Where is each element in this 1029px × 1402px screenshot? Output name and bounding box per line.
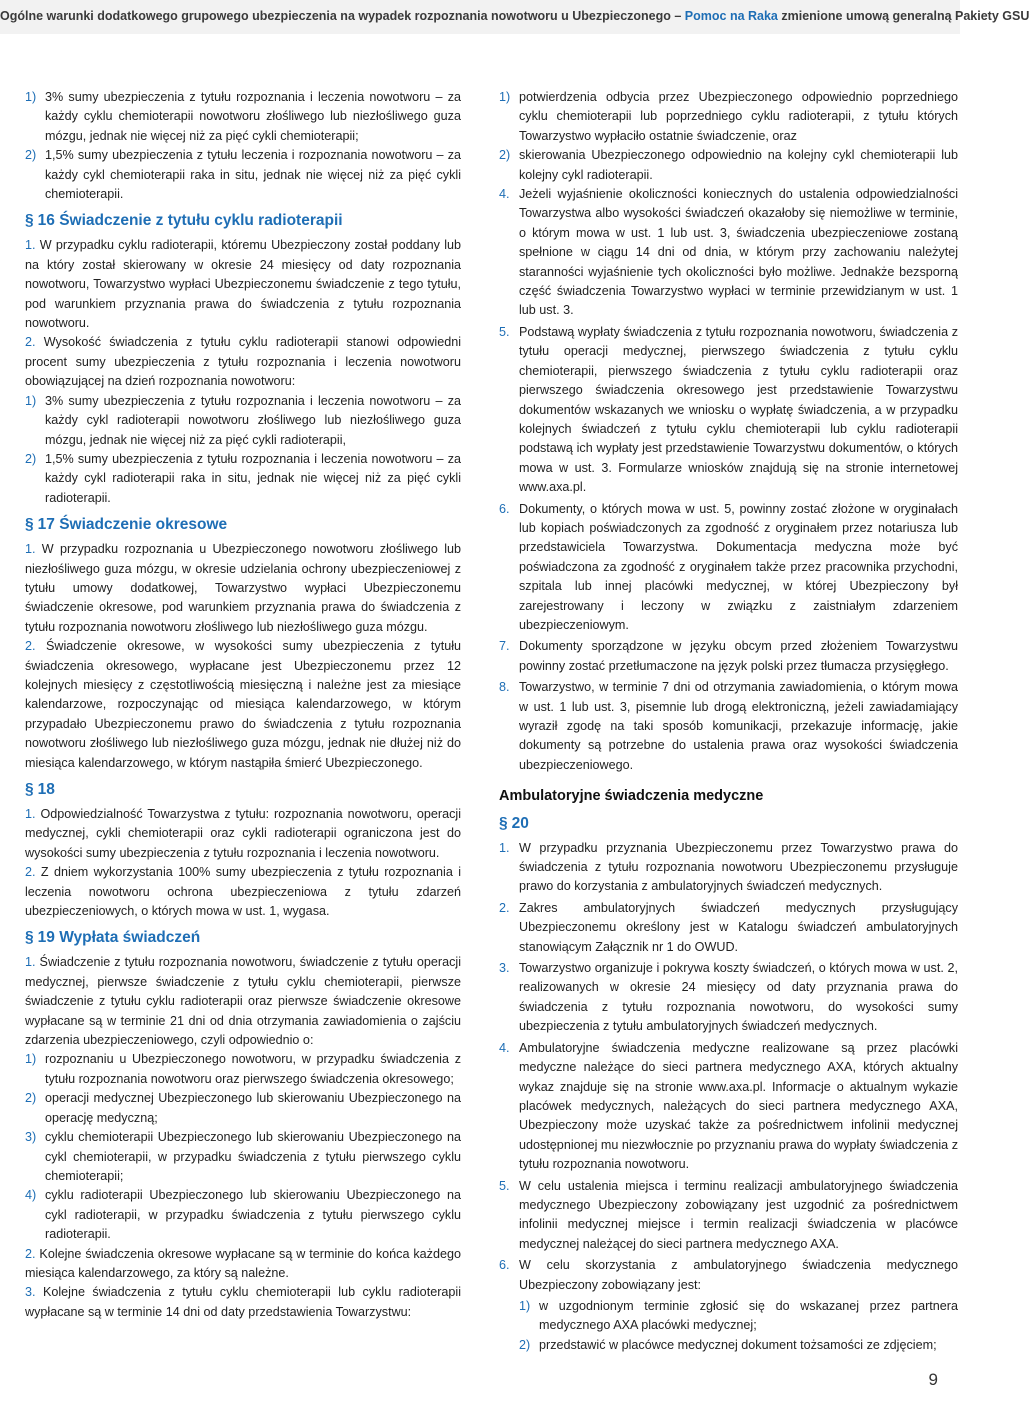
header-title	[0, 9, 1029, 23]
section-19-heading	[25, 927, 461, 949]
section-number: 17	[37, 516, 55, 534]
paragraph-number: 3.	[25, 1285, 36, 1300]
right-column	[499, 88, 958, 1355]
section-title: Wypłata świadczeń	[59, 929, 201, 947]
item-number: 1)	[519, 1298, 531, 1313]
paragraph	[499, 839, 958, 897]
paragraph-text: Towarzystwo, w terminie 7 dni od otrzymania zawiadomienia, o którym mowa w ust. 1 lub ust. 3, pisemnie lub drogą elektroniczną, jeżeli zawiadamiający wyraził zgodę na taki sposób komunikacji, przekazuje informację, jakie dokumenty są potrzebne do ustalenia prawa oraz wysokości świadczenia ubezpieczeniowego.	[519, 680, 958, 772]
page-number: 9	[928, 1370, 938, 1389]
list-item	[499, 88, 958, 146]
paragraph	[25, 333, 461, 391]
paragraph-number: 6.	[499, 501, 510, 516]
paragraph-number: 1.	[499, 840, 510, 855]
list-item	[25, 450, 461, 508]
paragraph-number: 3.	[499, 961, 510, 976]
item-number: 2)	[25, 148, 37, 163]
paragraph-text: Odpowiedzialność Towarzystwa z tytułu: rozpoznania nowotworu, operacji medycznej, cykli chemioterapii oraz cykli radioterapii ograniczona jest do wysokości sumy ubezpieczenia z tytułu rozpoznania i leczenia nowotworu.	[25, 807, 461, 860]
paragraph-number: 1.	[25, 542, 36, 557]
item-number: 2)	[25, 1091, 37, 1106]
paragraph	[499, 899, 958, 957]
paragraph-number: 7.	[499, 639, 510, 654]
paragraph	[25, 1245, 461, 1284]
item-number: 1)	[499, 90, 511, 104]
list-item	[25, 392, 461, 450]
paragraph-text: Kolejne świadczenia z tytułu cyklu chemioterapii lub cyklu radioterapii wypłacane są w terminie 14 dni od daty przedstawienia Towarzystwu:	[25, 1285, 461, 1319]
paragraph-number: 1.	[25, 238, 36, 253]
section-sign: §	[499, 814, 508, 832]
paragraph	[25, 637, 461, 773]
section-sign: §	[25, 516, 34, 534]
item-text: 3% sumy ubezpieczenia z tytułu rozpoznania i leczenia nowotworu – za każdy cykl radioterapii nowotworu złośliwego lub niezłośliwego guza mózgu, jednak nie więcej niż za pięć cykli radioterapii,	[45, 393, 461, 447]
item-number: 1)	[25, 90, 37, 104]
item-number: 4)	[25, 1188, 37, 1203]
page-header	[0, 0, 1029, 34]
header-title-post: zmienione umową generalną Pakiety GSU	[777, 9, 1029, 23]
list-item	[25, 146, 461, 204]
paragraph	[25, 953, 461, 1050]
paragraph-text: Świadczenie okresowe, w wysokości sumy ubezpieczenia z tytułu świadczenia okresowego, wypłacane jest Ubezpieczonemu przez 12 kolejnych miesięcy z częstotliwością miesięczną i należne jest za miesiące kalendarzowe, rozpoczynając od miesiąca kalendarzowego, w którym przypadało Ubezpieczonemu prawo do świadczenia z tytułu rozpoznania nowotworu złośliwego lub niezłośliwego guza mózgu, jednak nie dłużej niż do miesiąca kalendarzowego, w którym nastąpiła śmierć Ubezpieczonego.	[25, 639, 461, 770]
paragraph-text: Świadczenie z tytułu rozpoznania nowotworu, świadczenie z tytułu operacji medycznej, pierwsze świadczenie z tytułu cyklu chemioterapii, pierwsze świadczenie z tytułu cyklu radioterapii oraz pierwsze świadczenie okresowe wypłacane są w terminie 21 dni od dnia otrzymania zawiadomienia o zajściu zdarzenia ubezpieczeniowego, czyli odpowiednio o:	[25, 955, 461, 1048]
paragraph	[499, 637, 958, 676]
paragraph-text: Z dniem wykorzystania 100% sumy ubezpieczenia z tytułu rozpoznania i leczenia nowotworu ochrona ubezpieczeniowa z tytułu zdarzeń ubezpieczeniowych, o których mowa w ust. 1, wygasa.	[25, 865, 462, 919]
section-16-heading	[25, 210, 461, 232]
section-sign: §	[25, 781, 34, 798]
paragraph	[25, 540, 461, 637]
paragraph-text: Podstawą wypłaty świadczenia z tytułu rozpoznania nowotworu, świadczenia z tytułu operacji medycznej, pierwszego świadczenia z tytułu cyklu chemioterapii, pierwszego świadczenia z tytułu cyklu radioterapii oraz pierwszego świadczenia okresowego jest przedstawienie Towarzystwu dokumentów wskazanych we wniosku o wypłatę świadczenia, a w przypadku kolejnych świadczeń z tytułu cyklu chemioterapii lub cyklu radioterapii podstawą ich wypłaty jest przedstawienie Towarzystwu dokumentów, o których mowa w ust. 3. Formularze wniosków znajdują się na stronie internetowej www.axa.pl.	[519, 324, 958, 495]
paragraph-text: Ambulatoryjne świadczenia medyczne realizowane są przez placówki medyczne należące do sieci partnera medycznego AXA, których aktualny wykaz znajduje się na stronie www.axa.pl. Informacje o aktualnym wykazie placówek medycznych, należących do sieci partnera medycznego AXA, Ubezpieczony może uzyskać także za pośrednictwem infolinii medycznej udostępnionej mu niezwłocznie po przyznaniu prawa do wypłaty świadczenia z tytułu rozpoznania nowotworu.	[519, 1040, 958, 1172]
list-item	[25, 1089, 461, 1128]
section-17-heading	[25, 514, 461, 536]
section-title: Świadczenie z tytułu cyklu radioterapii	[59, 212, 343, 230]
paragraph-text: Wysokość świadczenia z tytułu cyklu radioterapii stanowi odpowiedni procent sumy ubezpieczenia z tytułu rozpoznania i leczenia nowotworu obowiązującej na dzień rozpoznania nowotworu:	[25, 335, 461, 389]
paragraph-text: W przypadku cyklu radioterapii, któremu Ubezpieczony został poddany lub na który został skierowany w okresie 24 miesięcy od daty rozpoznania nowotworu, Towarzystwo wypłaci Ubezpieczonemu świadczenie z tego tytułu, pod warunkiem przyznania prawa do świadczenia z tytułu rozpoznania nowotworu.	[25, 238, 461, 331]
section-sign: §	[25, 212, 34, 230]
paragraph-number: 2.	[25, 1246, 36, 1261]
header-title-highlight: Pomoc na Raka	[684, 9, 778, 23]
paragraph	[499, 959, 958, 1037]
section-number: 16	[37, 212, 55, 230]
item-text: cyklu chemioterapii Ubezpieczonego lub skierowaniu Ubezpieczonego na cykl chemioterapii, w przypadku świadczenia z tytułu pierwszego cyklu chemioterapii;	[45, 1130, 461, 1183]
paragraph-number: 8.	[499, 680, 510, 695]
paragraph	[499, 323, 958, 498]
item-text: w uzgodnionym terminie zgłosić się do wskazanej przez partnera medycznego AXA placówki medycznej;	[539, 1298, 958, 1333]
paragraph-text: Dokumenty, o których mowa w ust. 5, powinny zostać złożone w oryginałach lub kopiach poświadczonych za zgodność z oryginałem przez notariusza lub przedstawiciela Towarzystwa. Dokumentacja medyczna może być poświadczona za zgodność z oryginałem także przez pracownika przychodni, szpitala lub innej placówki medycznej, w której Ubezpieczony był zarejestrowany i leczony w związku z zaistniałym zdarzeniem ubezpieczeniowym.	[519, 501, 958, 632]
section-title: Świadczenie okresowe	[59, 516, 228, 534]
item-text: operacji medycznej Ubezpieczonego lub skierowaniu Ubezpieczonego na operację medyczną;	[45, 1091, 461, 1125]
paragraph-text: Jeżeli wyjaśnienie okoliczności koniecznych do ustalenia odpowiedzialności Towarzystwa albo wysokości świadczeń okazałoby się niemożliwe w terminie, o którym mowa w ust. 1 lub ust. 3, świadczenia ubezpieczeniowe zostaną spełnione w ciągu 14 dni od dnia, w którym przy zachowaniu należytej staranności wyjaśnienie tych okoliczności było możliwe. Jednakże bezsporną część świadczenia Towarzystwo wypłaci w terminie przewidzianym w ust. 1 lub ust. 3.	[519, 187, 958, 318]
paragraph-number: 5.	[499, 324, 510, 339]
section-number: 20	[511, 814, 529, 832]
paragraph-number: 5.	[499, 1178, 510, 1193]
item-number: 3)	[25, 1130, 37, 1145]
paragraph-text: W celu skorzystania z ambulatoryjnego świadczenia medycznego Ubezpieczony zobowiązany jest:	[519, 1258, 958, 1292]
paragraph	[25, 863, 461, 921]
item-number: 1)	[25, 1052, 37, 1067]
paragraph-text: W celu ustalenia miejsca i terminu realizacji ambulatoryjnego świadczenia medycznego Ubezpieczony zobowiązany jest uzgodnić za pośrednictwem infolinii medycznej miejsce i termin realizacji świadczenia w placówce medycznej należącej do sieci partnera medycznego AXA.	[519, 1178, 958, 1251]
paragraph-number: 1.	[25, 955, 36, 970]
item-text: 3% sumy ubezpieczenia z tytułu rozpoznania i leczenia nowotworu – za każdy cyklu chemioterapii nowotworu złośliwego lub niezłośliwego guza mózgu, jednak nie więcej niż za pięć cykli chemioterapii;	[45, 90, 461, 143]
paragraph-text: Kolejne świadczenia okresowe wypłacane są w terminie do końca każdego miesiąca kalendarzowego, za który są należne.	[25, 1246, 461, 1280]
item-number: 2)	[499, 148, 511, 163]
item-number: 2)	[519, 1337, 531, 1352]
paragraph-number: 2.	[25, 865, 36, 880]
paragraph-text: W przypadku rozpoznania u Ubezpieczonego nowotworu złośliwego lub niezłośliwego guza mózgu, w okresie udzielania ochrony ubezpieczeniowej z tytułu umowy dodatkowej, Towarzystwo wypłaci Ubezpieczonemu świadczenie okresowe, pod warunkiem przyznania prawa do świadczenia z tytułu rozpoznania nowotworu złośliwego lub niezłośliwego guza mózgu.	[25, 542, 461, 634]
paragraph	[499, 678, 958, 775]
paragraph-text: Zakres ambulatoryjnych świadczeń medycznych przysługujący Ubezpieczonemu określony jest w Katalogu świadczeń ambulatoryjnych stanowiącym Załącznik nr 1 do OWUD.	[519, 900, 958, 954]
paragraph-text: Towarzystwo organizuje i pokrywa koszty świadczeń, o których mowa w ust. 2, realizowanych w okresie 24 miesięcy od daty przyznania prawa do świadczenia z tytułu rozpoznania nowotworu, do wysokości sumy ubezpieczenia z tytułu ambulatoryjnych świadczeń medycznych.	[519, 961, 958, 1034]
list-item	[519, 1336, 958, 1355]
section-18-heading	[25, 779, 461, 801]
paragraph-text: Dokumenty sporządzone w języku obcym przed złożeniem Towarzystwu powinny zostać przetłumaczone na język polski przez tłumacza przysięgłego.	[519, 639, 958, 673]
paragraph-number: 2.	[25, 335, 36, 350]
section-number: 19	[37, 929, 55, 947]
paragraph	[25, 1283, 461, 1322]
paragraph-number: 2.	[25, 639, 36, 654]
header-title-pre: Ogólne warunki dodatkowego grupowego ubezpieczenia na wypadek rozpoznania nowotworu u Ubezpieczonego –	[0, 9, 685, 23]
list-item	[25, 1050, 461, 1089]
item-text: 1,5% sumy ubezpieczenia z tytułu rozpoznania i leczenia nowotworu – za każdy cykl radioterapii raka in situ, jednak nie więcej niż za pięć cykli radioterapii.	[45, 451, 461, 505]
section-20-heading	[499, 813, 958, 835]
section-number: 18	[37, 781, 55, 798]
list-item	[25, 88, 461, 146]
paragraph	[499, 1256, 958, 1295]
paragraph	[25, 236, 461, 333]
paragraph	[499, 1177, 958, 1255]
list-item	[25, 1186, 461, 1244]
section-sign: §	[25, 929, 34, 947]
left-column	[25, 88, 461, 1322]
list-item	[519, 1297, 958, 1336]
paragraph-number: 2.	[499, 900, 510, 915]
paragraph	[499, 185, 958, 321]
paragraph-text: W przypadku przyznania Ubezpieczonemu przez Towarzystwo prawa do świadczenia z tytułu rozpoznania nowotworu Ubezpieczonemu przysługuje prawo do korzystania z ambulatoryjnych świadczeń medycznych.	[519, 840, 958, 894]
paragraph-number: 4.	[499, 187, 510, 202]
item-text: potwierdzenia odbycia przez Ubezpieczonego odpowiednio poprzedniego cyklu chemioterapii lub poprzedniego cyklu radioterapii, z tytułu których Towarzystwo wypłaciło ostatnie świadczenie, oraz	[519, 90, 958, 143]
list-item	[499, 146, 958, 185]
item-number: 1)	[25, 393, 37, 408]
list-item	[25, 1128, 461, 1186]
paragraph-number: 4.	[499, 1040, 510, 1055]
paragraph	[499, 500, 958, 636]
paragraph	[499, 1039, 958, 1175]
item-text: skierowania Ubezpieczonego odpowiednio na kolejny cykl chemioterapii lub kolejny cykl radioterapii.	[519, 148, 958, 182]
ambulatory-heading: Ambulatoryjne świadczenia medyczne	[499, 788, 764, 805]
item-text: 1,5% sumy ubezpieczenia z tytułu leczenia i rozpoznania nowotworu – za każdy cykl chemioterapii raka in situ, jednak nie więcej niż za pięć cykli chemioterapii.	[45, 148, 461, 202]
item-text: przedstawić w placówce medycznej dokument tożsamości ze zdjęciem;	[539, 1337, 937, 1352]
paragraph-number: 6.	[499, 1258, 510, 1273]
item-number: 2)	[25, 451, 37, 466]
item-text: rozpoznaniu u Ubezpieczonego nowotworu, w przypadku świadczenia z tytułu rozpoznania nowotworu oraz pierwszego świadczenia okresowego;	[45, 1052, 461, 1086]
item-text: cyklu radioterapii Ubezpieczonego lub skierowaniu Ubezpieczonego na cykl radioterapii, w przypadku świadczenia z tytułu pierwszego cyklu radioterapii.	[45, 1188, 461, 1242]
paragraph-number: 1.	[25, 807, 36, 821]
paragraph	[25, 805, 461, 863]
